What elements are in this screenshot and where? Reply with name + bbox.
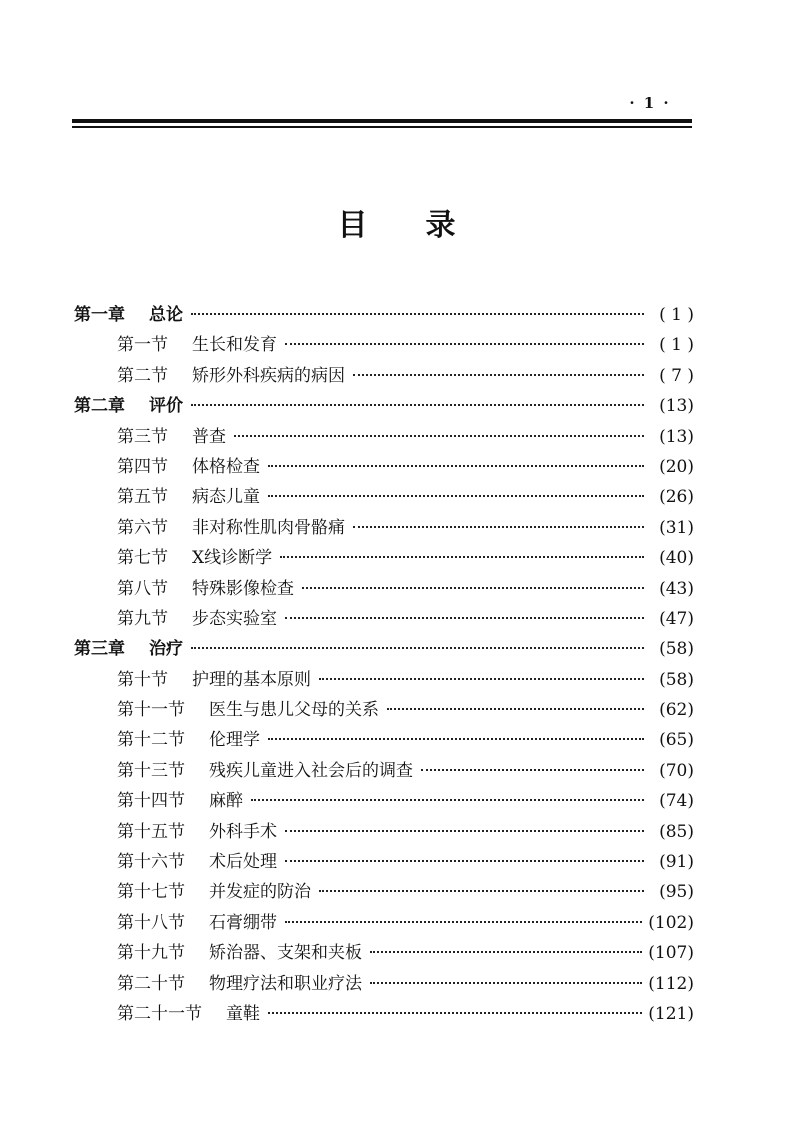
toc-entry-number: 第十六节: [117, 852, 185, 873]
dot-leader: [387, 708, 644, 710]
toc-entry-title: 步态实验室: [192, 608, 277, 629]
toc-entry-page: (121): [648, 1003, 694, 1024]
toc-entry-title: 矫治器、支架和夹板: [209, 943, 362, 964]
dot-leader: [302, 587, 644, 589]
toc-entry-page: (13): [659, 396, 694, 417]
toc-chapter-entry: [72, 300, 694, 330]
toc-entry-number: 第三章: [74, 639, 125, 660]
toc-section-entry: [72, 482, 694, 512]
toc-entry-number: 第二节: [117, 365, 168, 386]
toc-entry-number: 第六节: [117, 517, 168, 538]
toc-entry-title: 麻醉: [209, 791, 243, 812]
toc-section-entry: [72, 847, 694, 877]
toc-entry-title: 术后处理: [209, 852, 277, 873]
toc-entry-page: ( 7 ): [659, 365, 694, 386]
table-of-contents: [72, 300, 694, 1029]
toc-entry-title: X线诊断学: [192, 548, 273, 569]
toc-section-entry: [72, 513, 694, 543]
toc-entry-number: 第二章: [74, 396, 125, 417]
toc-section-entry: [72, 756, 694, 786]
toc-chapter-entry: [72, 634, 694, 664]
toc-section-entry: [72, 422, 694, 452]
toc-entry-title: 体格检查: [192, 456, 260, 477]
toc-entry-number: 第十五节: [117, 821, 185, 842]
toc-entry-number: 第十三节: [117, 760, 185, 781]
toc-entry-number: 第八节: [117, 578, 168, 599]
toc-section-entry: [72, 969, 694, 999]
dot-leader: [268, 738, 644, 740]
toc-section-entry: [72, 877, 694, 907]
toc-entry-title: 石膏绷带: [209, 912, 277, 933]
toc-entry-number: 第二十节: [117, 973, 185, 994]
toc-entry-title: 医生与患儿父母的关系: [209, 700, 379, 721]
dot-leader: [285, 830, 644, 832]
toc-entry-page: (70): [659, 760, 694, 781]
toc-section-entry: [72, 574, 694, 604]
toc-entry-number: 第十八节: [117, 912, 185, 933]
toc-entry-page: (13): [659, 426, 694, 447]
toc-section-entry: [72, 908, 694, 938]
dot-leader: [268, 465, 644, 467]
dot-leader: [234, 435, 644, 437]
toc-section-entry: [72, 999, 694, 1029]
toc-entry-page: (74): [659, 791, 694, 812]
toc-entry-page: ( 1 ): [659, 305, 694, 325]
toc-entry-page: (107): [648, 943, 694, 964]
toc-entry-number: 第三节: [117, 426, 168, 447]
toc-entry-number: 第十七节: [117, 882, 185, 903]
toc-section-entry: [72, 452, 694, 482]
dot-leader: [251, 799, 644, 801]
toc-entry-number: 第十节: [117, 669, 168, 690]
dot-leader: [285, 921, 642, 923]
toc-entry-title: 总论: [149, 305, 183, 325]
toc-entry-title: 病态儿童: [192, 487, 260, 508]
toc-entry-page: ( 1 ): [659, 335, 694, 356]
toc-section-entry: [72, 817, 694, 847]
toc-entry-number: 第九节: [117, 608, 168, 629]
toc-entry-title: 评价: [149, 396, 183, 417]
toc-entry-title: 并发症的防治: [209, 882, 311, 903]
toc-entry-page: (95): [659, 882, 694, 903]
toc-section-entry: [72, 665, 694, 695]
dot-leader: [319, 890, 644, 892]
toc-section-entry: [72, 330, 694, 360]
toc-section-entry: [72, 361, 694, 391]
header-rule-thick: [72, 119, 692, 123]
dot-leader: [285, 617, 644, 619]
toc-entry-title: 治疗: [149, 639, 183, 660]
page-number: · 1 ·: [629, 94, 671, 112]
dot-leader: [370, 982, 642, 984]
toc-section-entry: [72, 725, 694, 755]
dot-leader: [370, 951, 642, 953]
toc-entry-number: 第一节: [117, 335, 168, 356]
toc-entry-title: 矫形外科疾病的病因: [192, 365, 345, 386]
dot-leader: [280, 556, 644, 558]
toc-section-entry: [72, 938, 694, 968]
toc-entry-number: 第十四节: [117, 791, 185, 812]
toc-entry-page: (62): [659, 700, 694, 721]
toc-section-entry: [72, 543, 694, 573]
toc-entry-title: 护理的基本原则: [192, 669, 311, 690]
toc-entry-number: 第十九节: [117, 943, 185, 964]
dot-leader: [319, 678, 644, 680]
dot-leader: [285, 343, 644, 345]
toc-entry-page: (20): [659, 456, 694, 477]
dot-leader: [191, 404, 644, 406]
toc-entry-number: 第七节: [117, 548, 168, 569]
toc-entry-page: (102): [648, 912, 694, 933]
toc-entry-page: (40): [659, 548, 694, 569]
toc-entry-page: (112): [648, 973, 694, 994]
dot-leader: [191, 313, 644, 315]
toc-entry-title: 特殊影像检查: [192, 578, 294, 599]
toc-entry-title: 伦理学: [209, 730, 260, 751]
toc-entry-title: 普查: [192, 426, 226, 447]
toc-section-entry: [72, 695, 694, 725]
toc-entry-number: 第一章: [74, 305, 125, 325]
toc-entry-page: (47): [659, 608, 694, 629]
toc-entry-number: 第十二节: [117, 730, 185, 751]
toc-entry-page: (26): [659, 487, 694, 508]
dot-leader: [353, 526, 644, 528]
toc-chapter-entry: [72, 391, 694, 421]
toc-entry-number: 第二十一节: [117, 1003, 202, 1024]
page-title: 目录: [337, 208, 514, 243]
toc-entry-page: (31): [659, 517, 694, 538]
dot-leader: [421, 769, 644, 771]
toc-entry-number: 第十一节: [117, 700, 185, 721]
toc-section-entry: [72, 786, 694, 816]
toc-entry-title: 外科手术: [209, 821, 277, 842]
toc-entry-page: (58): [659, 669, 694, 690]
toc-entry-title: 物理疗法和职业疗法: [209, 973, 362, 994]
header-rule-thin: [72, 126, 692, 128]
toc-entry-page: (43): [659, 578, 694, 599]
toc-entry-number: 第五节: [117, 487, 168, 508]
dot-leader: [353, 374, 644, 376]
toc-section-entry: [72, 604, 694, 634]
dot-leader: [268, 1012, 642, 1014]
toc-entry-title: 非对称性肌肉骨骼痛: [192, 517, 345, 538]
toc-entry-title: 童鞋: [226, 1003, 260, 1024]
toc-entry-page: (65): [659, 730, 694, 751]
toc-entry-number: 第四节: [117, 456, 168, 477]
toc-entry-title: 残疾儿童进入社会后的调查: [209, 760, 413, 781]
toc-entry-page: (58): [659, 639, 694, 660]
dot-leader: [285, 860, 644, 862]
toc-entry-page: (91): [659, 852, 694, 873]
dot-leader: [191, 647, 644, 649]
toc-entry-title: 生长和发育: [192, 335, 277, 356]
dot-leader: [268, 495, 644, 497]
toc-entry-page: (85): [659, 821, 694, 842]
